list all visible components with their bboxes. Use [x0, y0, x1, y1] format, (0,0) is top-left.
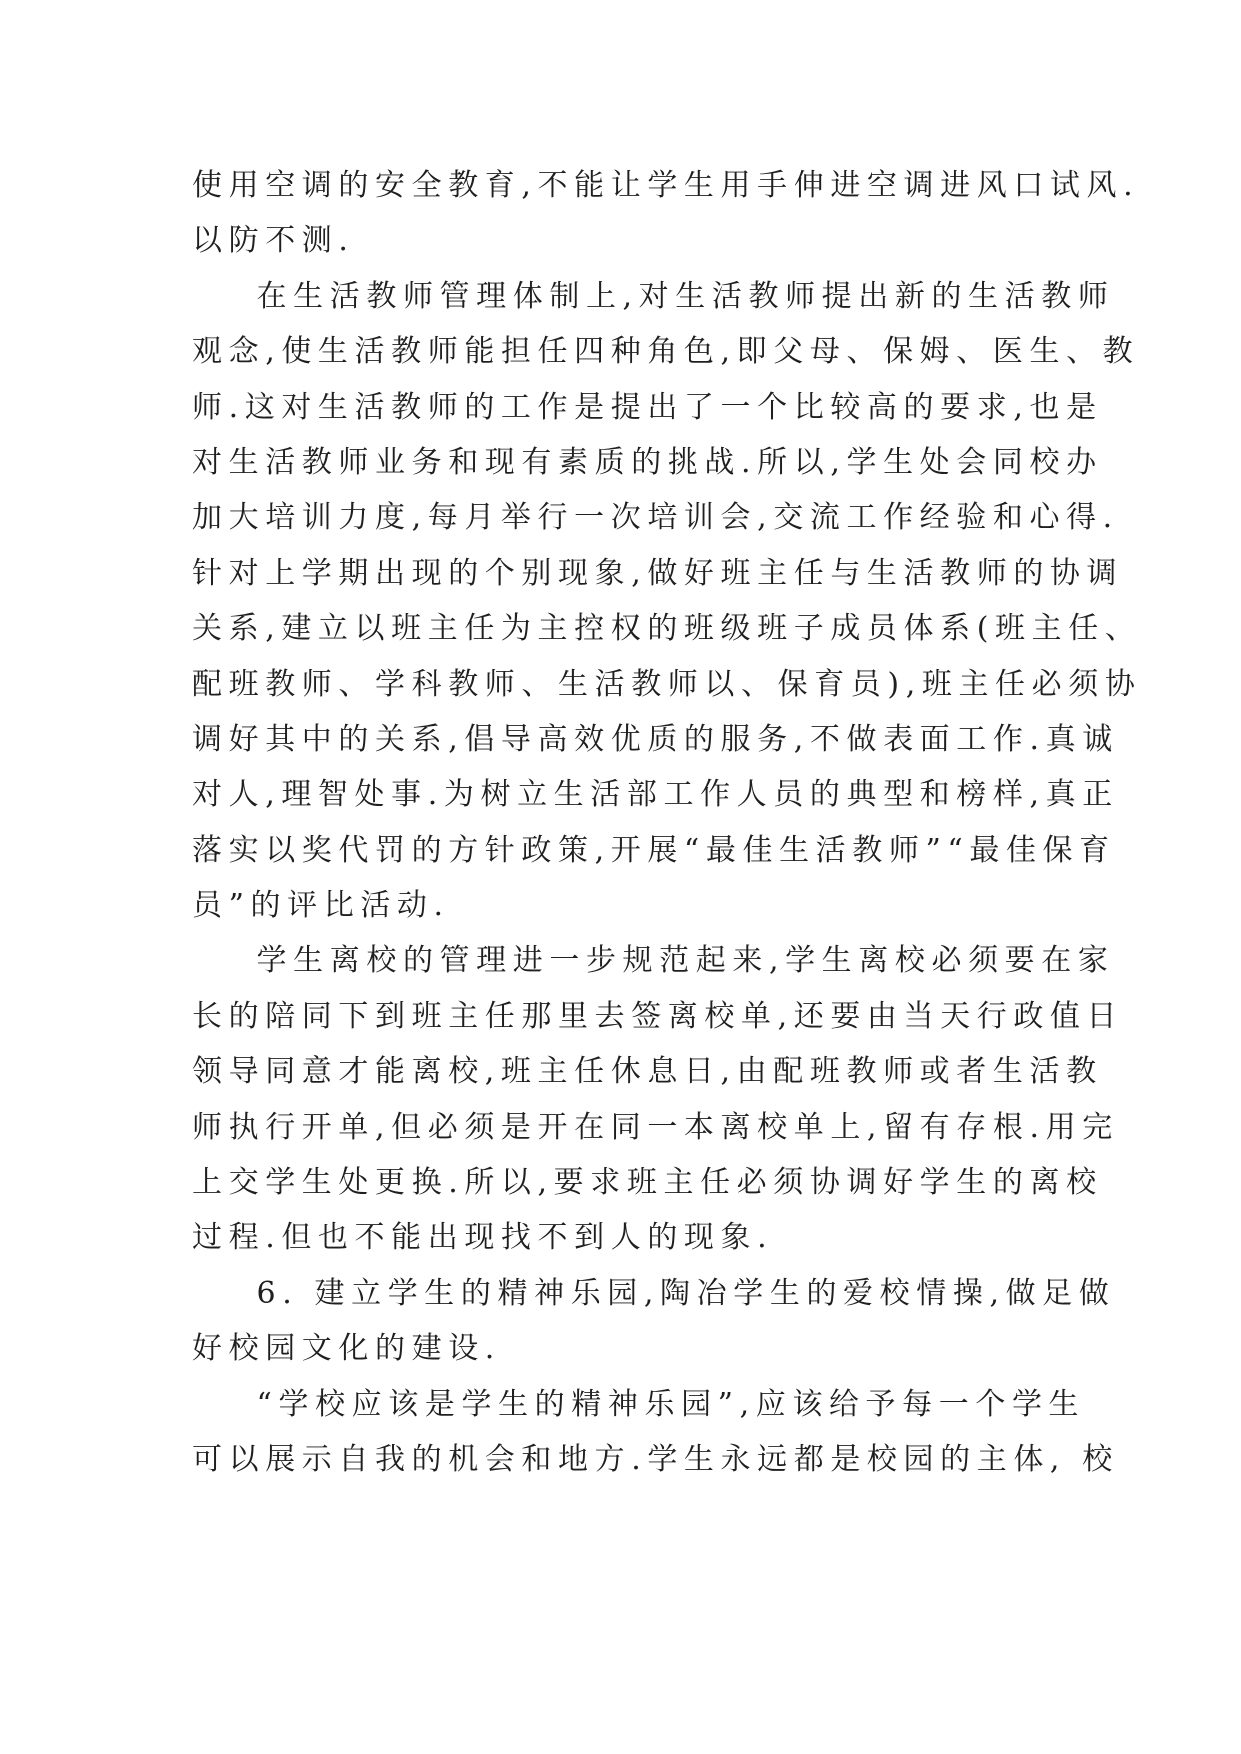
- text-line: 对人,理智处事.为树立生活部工作人员的典型和榜样,真正: [192, 777, 1119, 813]
- text-line: 观念,使生活教师能担任四种角色,即父母、保姆、医生、教: [192, 334, 1140, 370]
- text-line: 配班教师、学科教师、生活教师以、保育员),班主任必须协: [192, 666, 1142, 702]
- text-line: 使用空调的安全教育,不能让学生用手伸进空调进风口试风.: [192, 168, 1140, 203]
- paragraph: [192, 269, 1142, 934]
- text-line: 针对上学期出现的个别现象,做好班主任与生活教师的协调: [192, 555, 1124, 591]
- text-line: 落实以奖代罚的方针政策,开展“最佳生活教师”“最佳保育: [192, 832, 1116, 868]
- paragraph: [192, 933, 1124, 1265]
- text-line: 学生离校的管理进一步规范起来,学生离校必须要在家: [192, 943, 1115, 979]
- text-line: 在生活教师管理体制上,对生活教师提出新的生活教师: [192, 278, 1115, 314]
- text-line: 师.这对生活教师的工作是提出了一个比较高的要求,也是: [192, 389, 1103, 425]
- text-line: “学校应该是学生的精神乐园”,应该给予每一个学生: [192, 1386, 1086, 1422]
- text-line: 好校园文化的建设.: [192, 1331, 501, 1367]
- text-line: 加大培训力度,每月举行一次培训会,交流工作经验和心得.: [192, 500, 1119, 536]
- paragraph: [192, 158, 1140, 269]
- document-body: [192, 158, 1142, 1487]
- text-line: 员”的评比活动.: [192, 888, 450, 924]
- text-line: 关系,建立以班主任为主控权的班级班子成员体系(班主任、: [192, 611, 1142, 647]
- paragraph: [192, 1266, 1116, 1377]
- paragraph: [192, 1377, 1119, 1488]
- text-line: 可以展示自我的机会和地方.学生永远都是校园的主体, 校: [192, 1441, 1119, 1477]
- text-line: 过程.但也不能出现找不到人的现象.: [192, 1220, 774, 1256]
- text-line: 调好其中的关系,倡导高效优质的服务,不做表面工作.真诚: [192, 721, 1119, 757]
- text-line: 对生活教师业务和现有素质的挑战.所以,学生处会同校办: [192, 444, 1103, 480]
- text-line: 以防不测.: [192, 223, 355, 259]
- text-line: 长的陪同下到班主任那里去签离校单,还要由当天行政值日: [192, 998, 1124, 1034]
- text-line: 6. 建立学生的精神乐园,陶冶学生的爱校情操,做足做: [192, 1275, 1116, 1311]
- text-line: 上交学生处更换.所以,要求班主任必须协调好学生的离校: [192, 1165, 1103, 1201]
- text-line: 领导同意才能离校,班主任休息日,由配班教师或者生活教: [192, 1054, 1103, 1090]
- text-line: 师执行开单,但必须是开在同一本离校单上,留有存根.用完: [192, 1109, 1119, 1145]
